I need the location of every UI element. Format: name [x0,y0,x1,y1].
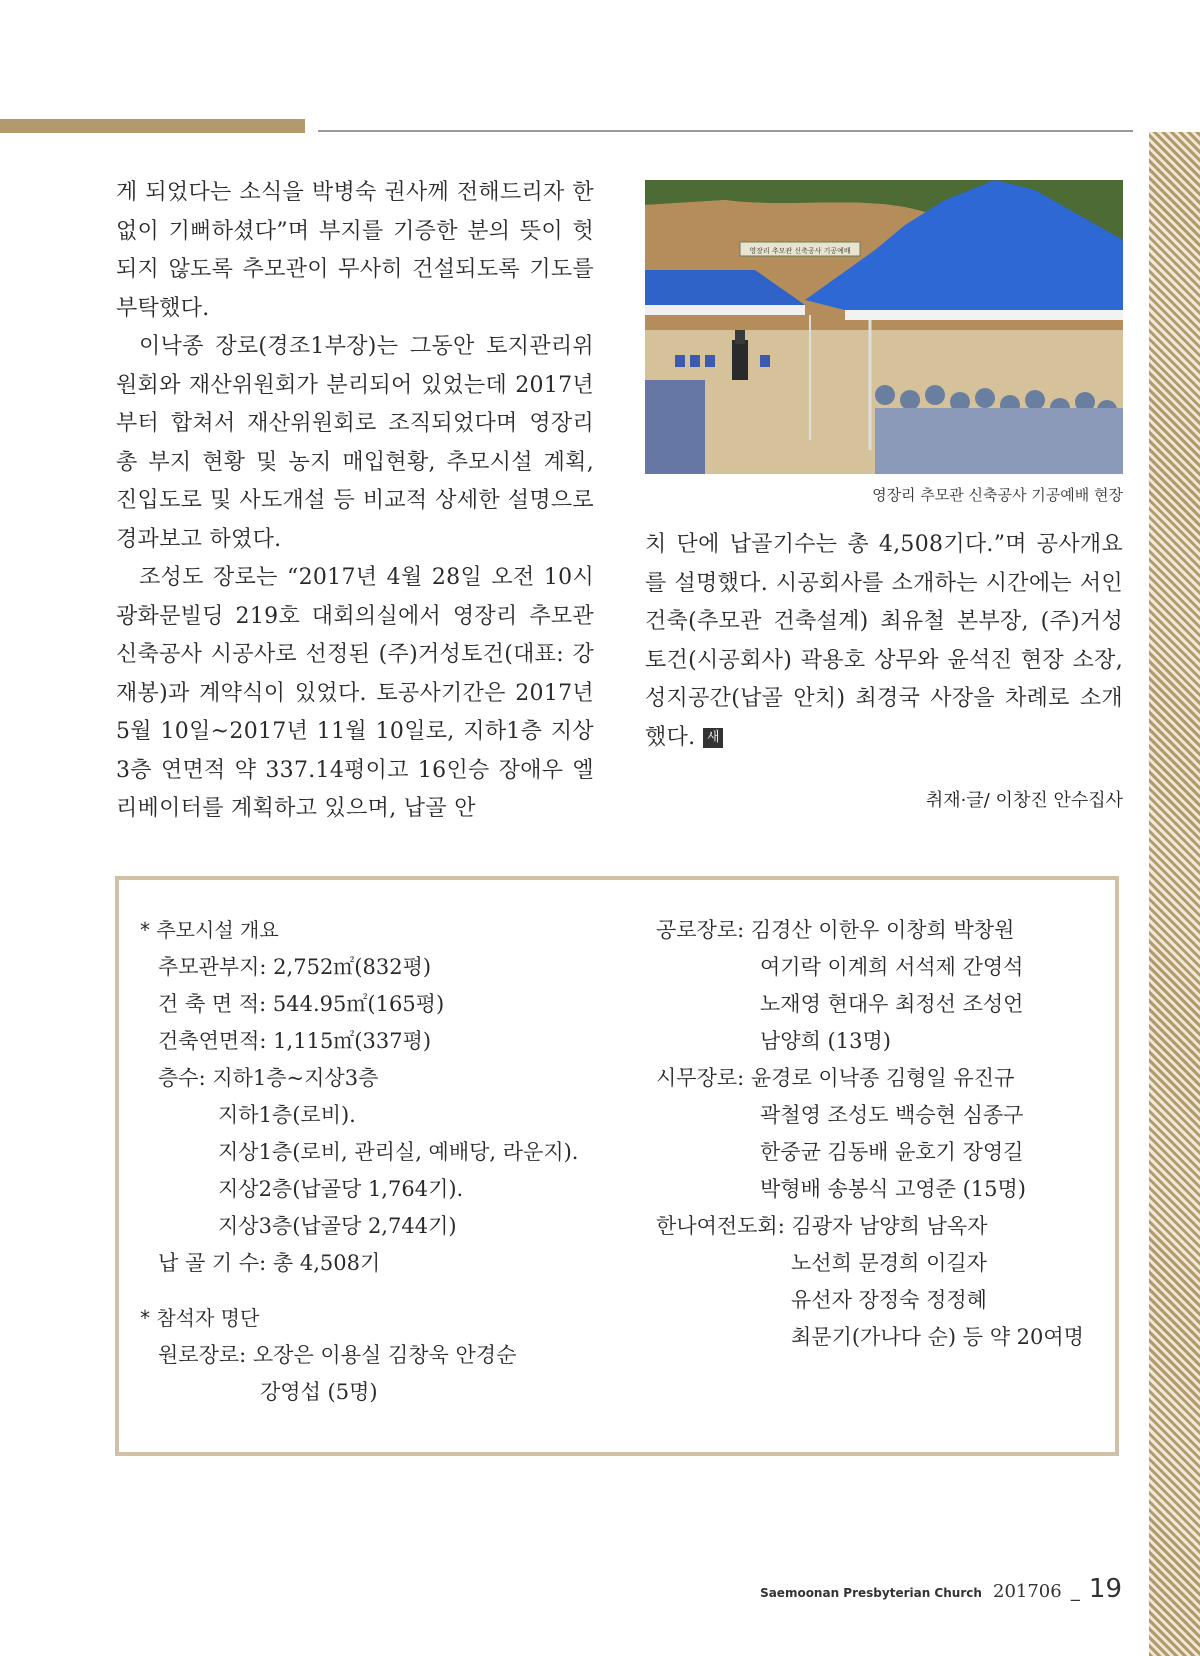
active-elders-cont-1: 곽철영 조성도 백승현 심종구 [760,1103,1024,1127]
paragraph-4 [645,526,1123,757]
photo-illustration [645,180,1123,474]
footer-issue: 201706 [993,1581,1062,1602]
attendee-list [656,912,1084,1356]
facility-heading: * 추모시설 개요 [140,918,279,942]
retired-elders-cont-1: 여기락 이계희 서석제 간영석 [760,955,1024,979]
page-number: 19 [1088,1574,1122,1604]
paragraph-1: 게 되었다는 소식을 박병숙 권사께 전해드리자 한없이 기뻐하셨다”며 부지를 기증한 분의 뜻이 헛되지 않도록 추모관이 무사히 건설되도록 기도를 부탁했다. [116,180,594,321]
page-footer [760,1574,1122,1604]
facility-total-floor-area: 건축연면적: 1,115㎡(337평) [158,1029,432,1053]
facility-floor-b1: 지하1층(로비). [218,1103,356,1127]
header-accent-bar [0,119,305,133]
end-mark-icon: 새 [703,728,723,748]
active-elders: 시무장로: 윤경로 이낙종 김형일 유진규 [656,1066,1015,1090]
facility-floor-3: 지상3층(납골당 2,744기) [218,1214,457,1238]
side-decorative-stripe [1149,132,1200,1656]
womens-mission-cont-2: 유선자 장정숙 정정혜 [791,1288,987,1312]
byline: 취재·글/ 이창진 안수집사 [925,790,1123,811]
facility-site: 추모관부지: 2,752㎡(832평) [158,955,432,979]
facility-floor-2: 지상2층(납골당 1,764기). [218,1177,464,1201]
photo-banner-text: 영장리 추모관 신축공사 기공예배 [749,247,851,255]
womens-mission-cont-1: 노선희 문경희 이길자 [791,1251,987,1275]
facility-floors: 층수: 지하1층~지상3층 [158,1066,379,1090]
paragraph-2: 이낙종 장로(경조1부장)는 그동안 토지관리위원회와 재산위원회가 분리되어 있었는데 2017년부터 합쳐서 재산위원회로 조직되었다며 영장리 총 부지 현황 및 농지 매입현황, 추모시설 계획, 진입도로 및 사도개설 등 비교적 상세한 설명으로 경과보고 하였다. [116,334,594,552]
header-rule [318,130,1133,132]
facility-overview [140,912,578,1411]
active-elders-cont-3: 박형배 송봉식 고영준 (15명) [760,1177,1026,1201]
facility-building-area: 건 축 면 적: 544.95㎡(165평) [158,992,445,1016]
footer-separator: _ [1070,1581,1080,1602]
retired-elders: 공로장로: 김경산 이한우 이창희 박창원 [656,918,1015,942]
groundbreaking-photo [645,180,1123,474]
paragraph-3: 조성도 장로는 “2017년 4월 28일 오전 10시 광화문빌딩 219호 대회의실에서 영장리 추모관 신축공사 시공사로 선정된 (주)거성토건(대표: 강재봉)과 계약식이 있었다. 토공사기간은 2017년 5월 10일~2017년 11월 10일로, 지하1층 지상3층 연면적 약 337.14평이고 16인승 장애우 엘리베이터를 계획하고 있으며, 납골 안 [116,565,594,821]
facility-floor-1: 지상1층(로비, 관리실, 예배당, 라운지). [218,1140,579,1164]
womens-mission-cont-3: 최문기(가나다 순) 등 약 20여명 [791,1325,1084,1349]
paragraph-4-text: 치 단에 납골기수는 총 4,508기다.”며 공사개요를 설명했다. 시공회사를 소개하는 시간에는 서인건축(추모관 건축설계) 최유철 본부장, (주)거성토건(시공회사) 곽용호 상무와 윤석진 현장 소장, 성지공간(납골 안치) 최경국 사장을 차례로 소개했다. [645,532,1123,750]
article-left-column [116,174,594,829]
attendees-heading: * 참석자 명단 [140,1306,260,1330]
emeritus-elders-cont: 강영섭 (5명) [260,1380,378,1404]
emeritus-elders: 원로장로: 오장은 이용실 김창욱 안경순 [158,1343,517,1367]
facility-capacity: 납 골 기 수: 총 4,508기 [158,1251,381,1275]
photo-caption: 영장리 추모관 신축공사 기공예배 현장 [872,486,1123,504]
retired-elders-cont-3: 남양희 (13명) [760,1029,891,1053]
article-right-column [645,526,1123,757]
womens-mission: 한나여전도회: 김광자 남양희 남옥자 [656,1214,988,1238]
retired-elders-cont-2: 노재영 현대우 최정선 조성언 [760,992,1024,1016]
footer-church-name: Saemoonan Presbyterian Church [760,1586,982,1600]
active-elders-cont-2: 한중균 김동배 윤호기 장영길 [760,1140,1024,1164]
